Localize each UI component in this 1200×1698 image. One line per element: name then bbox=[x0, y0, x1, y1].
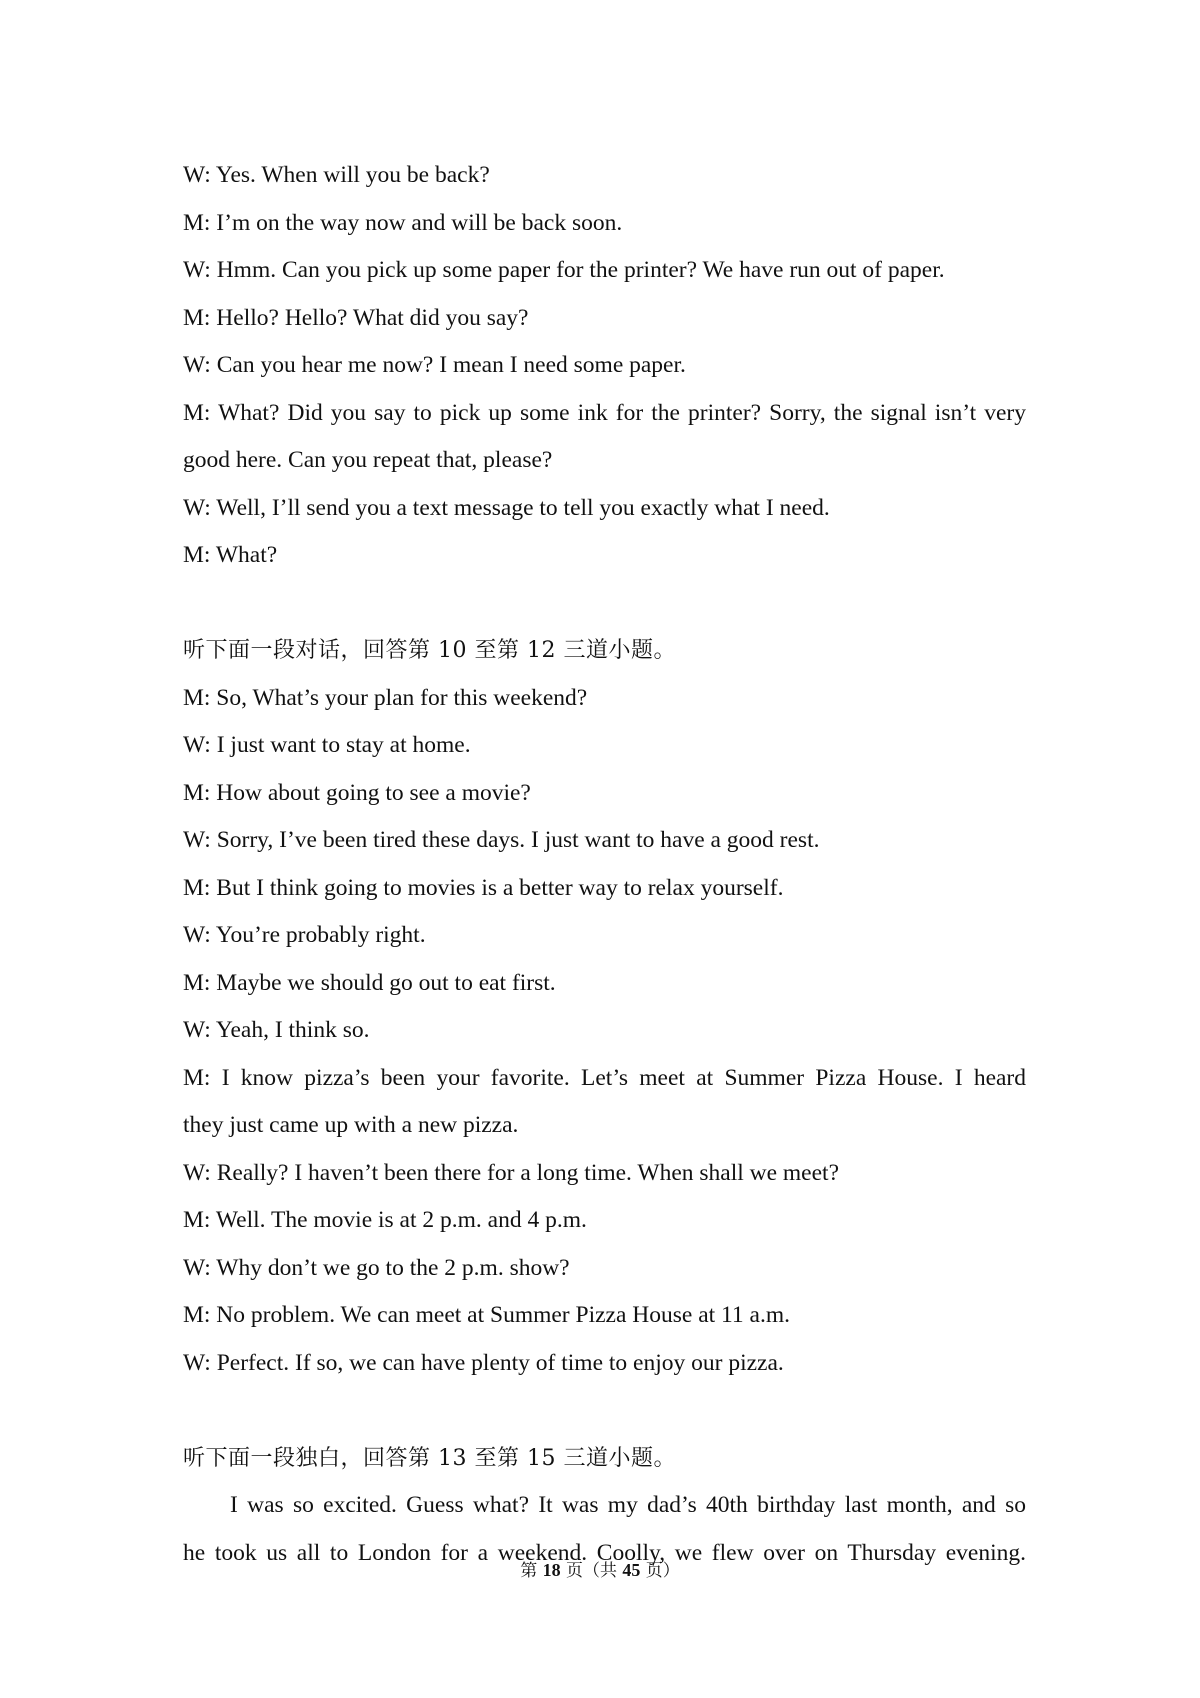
page-footer bbox=[0, 1556, 1200, 1581]
dialogue-line: W: Really? I haven’t been there for a long time. When shall we meet? bbox=[183, 1159, 840, 1186]
dialogue-line: M: What? Did you say to pick up some ink for the printer? Sorry, the signal isn’t very bbox=[183, 399, 1026, 426]
section-spacer bbox=[183, 580, 1026, 628]
page-content bbox=[183, 152, 1026, 1577]
dialogue-line: M: I know pizza’s been your favorite. Let’s meet at Summer Pizza House. I heard bbox=[183, 1064, 1026, 1091]
dialogue-line: M: So, What’s your plan for this weekend? bbox=[183, 684, 588, 711]
dialogue-line: W: Sorry, I’ve been tired these days. I just want to have a good rest. bbox=[183, 827, 820, 853]
section-heading: 听下面一段对话，回答第 10 至第 12 三道小题。 bbox=[183, 638, 676, 663]
dialogue-line: W: I just want to stay at home. bbox=[183, 732, 471, 758]
dialogue-line: W: Well, I’ll send you a text message to tell you exactly what I need. bbox=[183, 494, 830, 521]
footer-middle: 页（共 bbox=[560, 1561, 623, 1581]
footer-total-pages: 45 bbox=[622, 1560, 641, 1580]
dialogue-line: they just came up with a new pizza. bbox=[183, 1112, 519, 1138]
monologue-line: I was so excited. Guess what? It was my dad’s 40th birthday last month, and so bbox=[230, 1492, 1026, 1518]
section-heading: 听下面一段独白，回答第 13 至第 15 三道小题。 bbox=[183, 1445, 676, 1471]
dialogue-line: M: But I think going to movies is a better way to relax yourself. bbox=[183, 874, 784, 901]
dialogue-line: M: Well. The movie is at 2 p.m. and 4 p.m. bbox=[183, 1207, 587, 1233]
dialogue-line: W: Hmm. Can you pick up some paper for the printer? We have run out of paper. bbox=[183, 257, 945, 283]
dialogue-line: M: I’m on the way now and will be back soon. bbox=[183, 209, 623, 236]
footer-prefix: 第 bbox=[520, 1561, 543, 1581]
dialogue-line: M: Maybe we should go out to eat first. bbox=[183, 969, 556, 996]
dialogue-line: W: Yes. When will you be back? bbox=[183, 162, 490, 188]
dialogue-line: W: Can you hear me now? I mean I need some paper. bbox=[183, 352, 686, 378]
dialogue-line: M: How about going to see a movie? bbox=[183, 779, 531, 806]
dialogue-line: good here. Can you repeat that, please? bbox=[183, 447, 553, 473]
monologue-line: he took us all to London for a weekend. Coolly, we flew over on Thursday evening. bbox=[183, 1539, 1026, 1566]
dialogue-line: M: No problem. We can meet at Summer Pizza House at 11 a.m. bbox=[183, 1302, 790, 1328]
dialogue-line: W: Yeah, I think so. bbox=[183, 1017, 370, 1043]
dialogue-line: W: Why don’t we go to the 2 p.m. show? bbox=[183, 1254, 570, 1281]
dialogue-line: M: Hello? Hello? What did you say? bbox=[183, 304, 529, 331]
dialogue-line: M: What? bbox=[183, 542, 278, 568]
dialogue-line: W: Perfect. If so, we can have plenty of time to enjoy our pizza. bbox=[183, 1349, 784, 1376]
dialogue-line: W: You’re probably right. bbox=[183, 922, 426, 948]
footer-suffix: 页） bbox=[640, 1561, 680, 1581]
section-spacer bbox=[183, 1387, 1026, 1435]
footer-page-number: 18 bbox=[542, 1560, 561, 1580]
